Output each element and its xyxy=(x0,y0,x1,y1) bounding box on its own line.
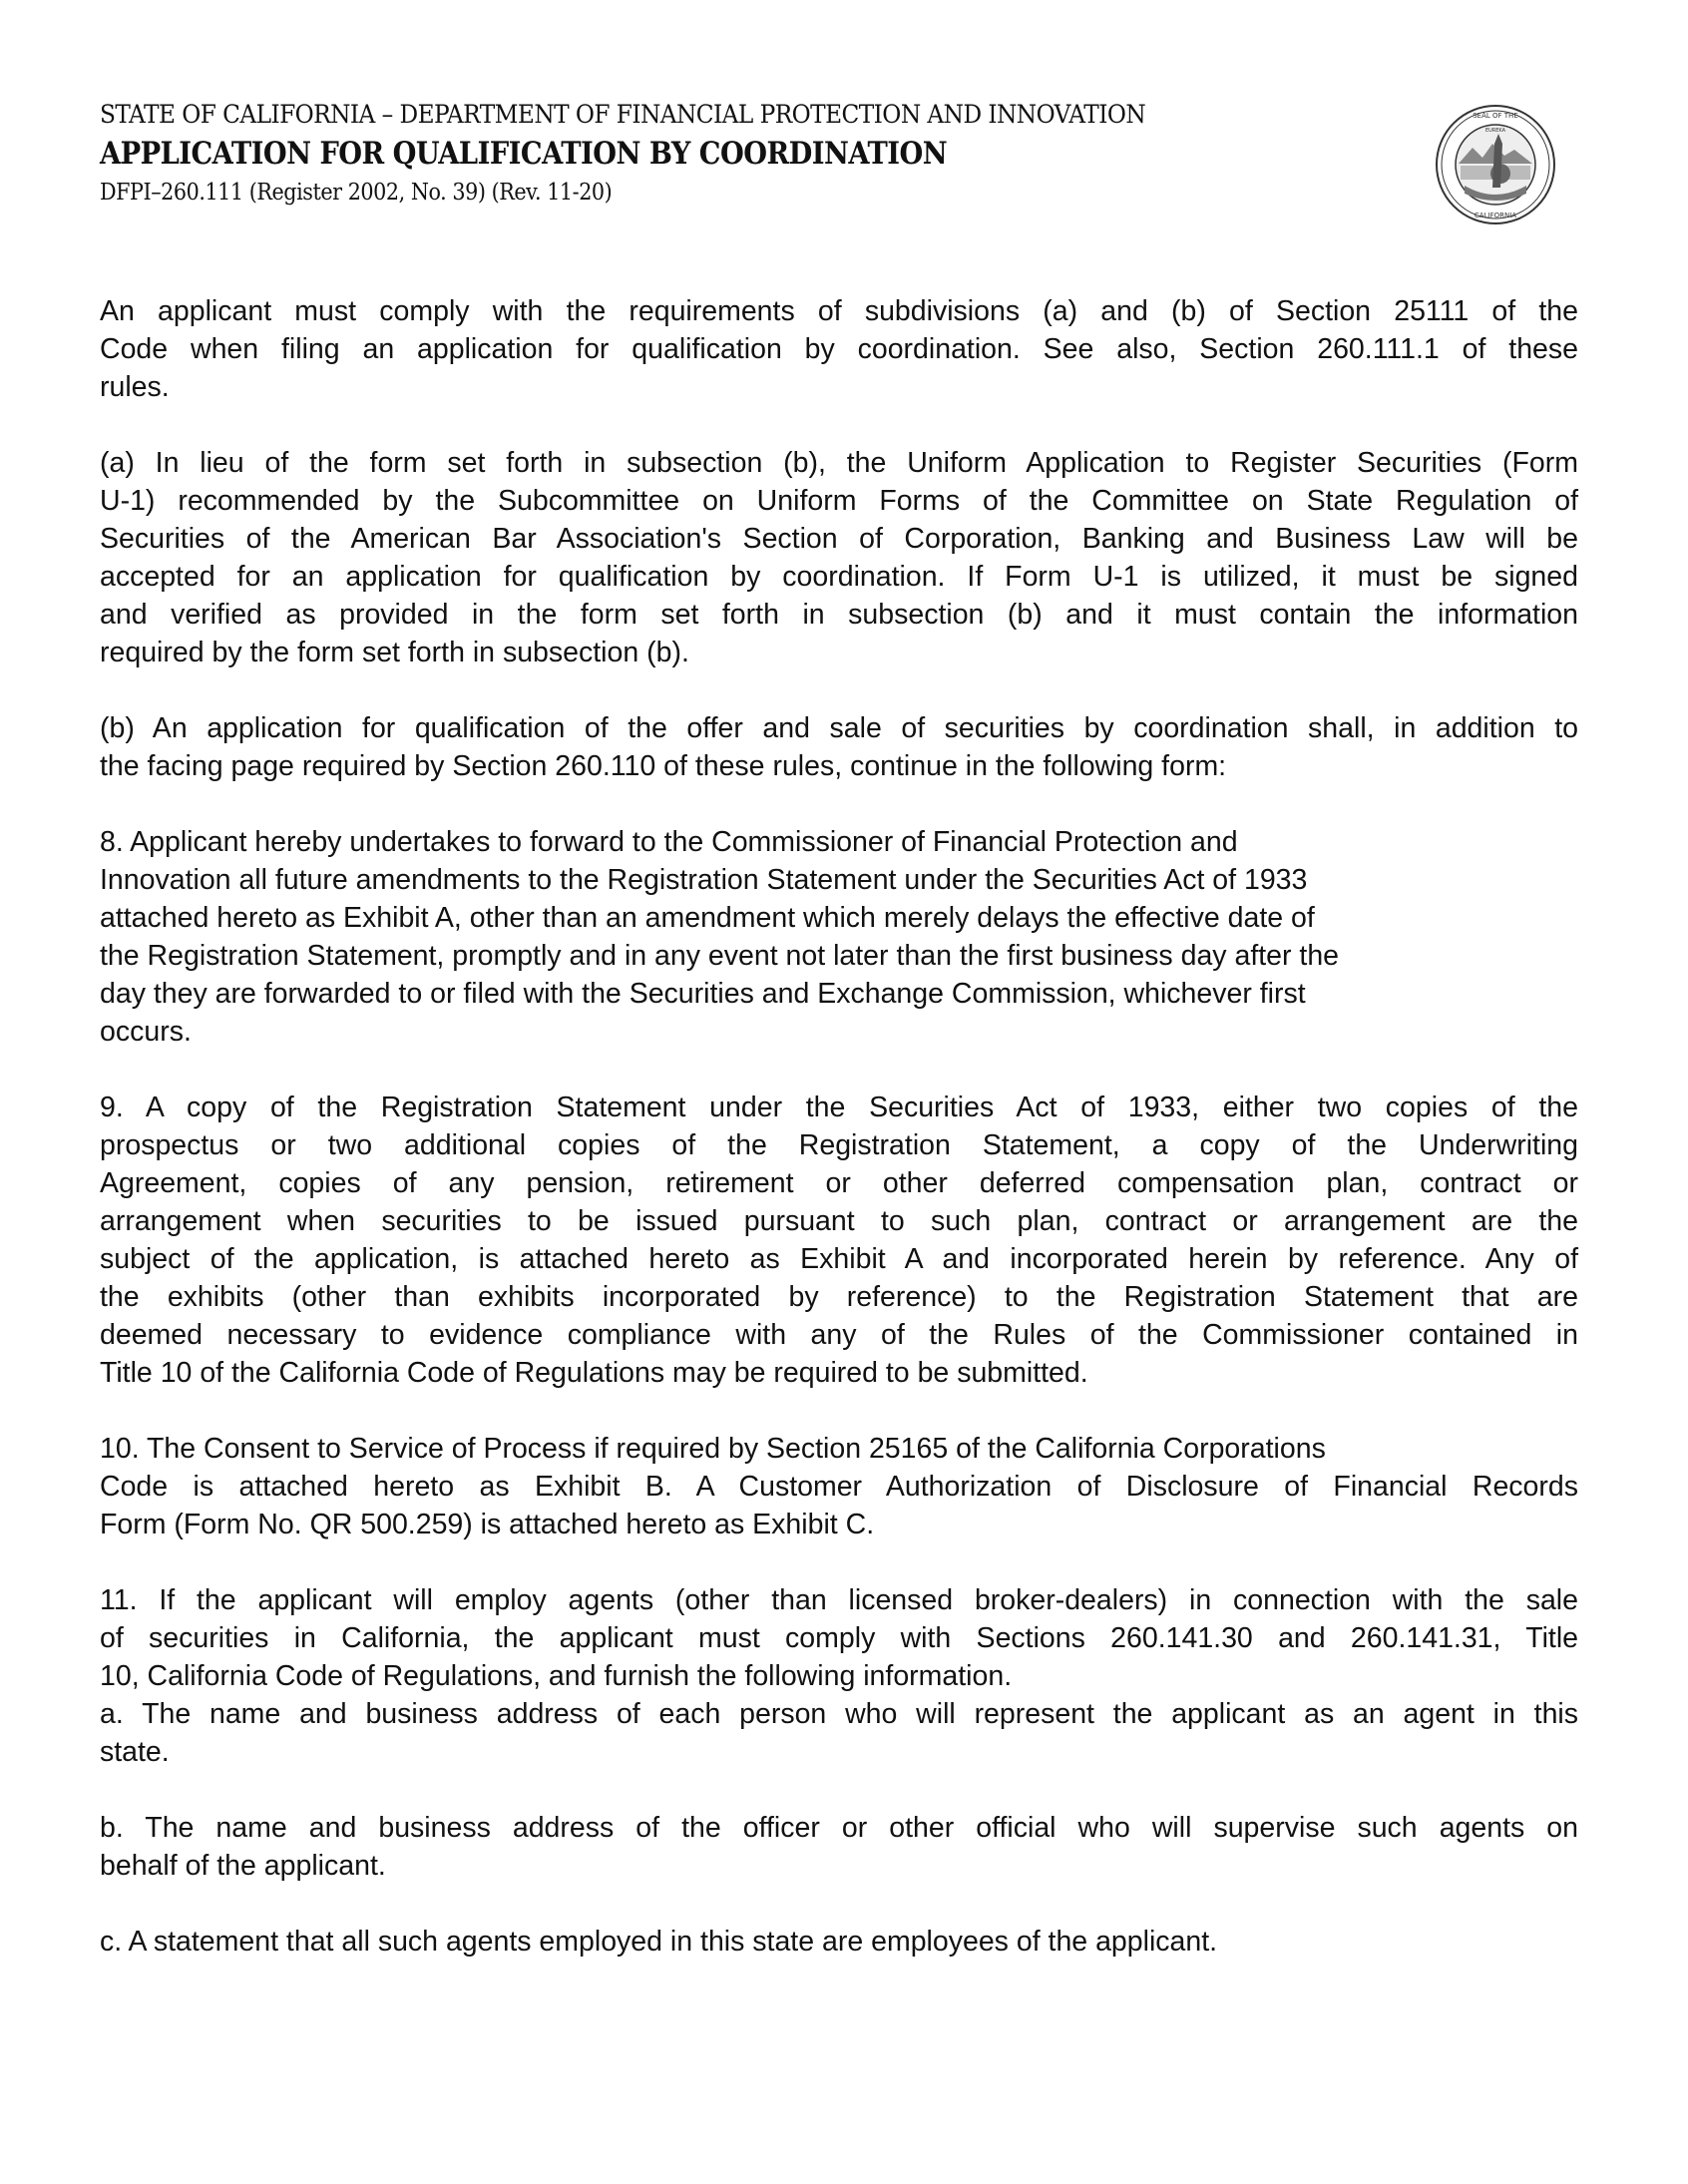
svg-text:CALIFORNIA: CALIFORNIA xyxy=(1474,212,1517,219)
text-line: behalf of the applicant. xyxy=(100,1850,386,1882)
text-line: accepted for an application for qualification by coordination. If Form U-1 is utilized, it must be signed xyxy=(100,561,1578,593)
text-line: required by the form set forth in subsection (b). xyxy=(100,637,689,668)
text-line: Agreement, copies of any pension, retirement or other deferred compensation plan, contract or xyxy=(100,1167,1578,1199)
text-line: subject of the application, is attached hereto as Exhibit A and incorporated herein by reference. Any of xyxy=(100,1243,1578,1275)
document-body xyxy=(100,292,1578,1961)
text-line: 10, California Code of Regulations, and furnish the following information. xyxy=(100,1660,1013,1692)
blank-line xyxy=(100,1392,1578,1430)
text-line: (b) An application for qualification of the offer and sale of securities by coordination shall, in addition to xyxy=(100,712,1578,744)
text-line: Securities of the American Bar Association's Section of Corporation, Banking and Business Law will be xyxy=(100,523,1578,555)
text-line: Code when filing an application for qualification by coordination. See also, Section 260.111.1 of these xyxy=(100,333,1578,365)
text-line: of securities in California, the applicant must comply with Sections 260.141.30 and 260.141.31, Title xyxy=(100,1622,1578,1654)
text-line: Innovation all future amendments to the Registration Statement under the Securities Act of 1933 xyxy=(100,864,1308,896)
text-line: and verified as provided in the form set forth in subsection (b) and it must contain the information xyxy=(100,599,1578,631)
text-line: U-1) recommended by the Subcommittee on Uniform Forms of the Committee on State Regulation of xyxy=(100,485,1578,517)
text-line: c. A statement that all such agents employed in this state are employees of the applicant. xyxy=(100,1926,1218,1958)
text-line: (a) In lieu of the form set forth in subsection (b), the Uniform Application to Register Securities (Form xyxy=(100,447,1578,479)
text-line: prospectus or two additional copies of the Registration Statement, a copy of the Underwriting xyxy=(100,1129,1578,1161)
department-heading: STATE OF CALIFORNIA – DEPARTMENT OF FINANCIAL PROTECTION AND INNOVATION xyxy=(100,100,1146,129)
text-line: the exhibits (other than exhibits incorporated by reference) to the Registration Statement that are xyxy=(100,1281,1578,1313)
blank-line xyxy=(100,1885,1578,1923)
text-line: the Registration Statement, promptly and in any event not later than the first business day after the xyxy=(100,940,1340,972)
text-line: arrangement when securities to be issued pursuant to such plan, contract or arrangement are the xyxy=(100,1205,1578,1237)
text-line: state. xyxy=(100,1736,170,1768)
text-line: 11. If the applicant will employ agents (other than licensed broker-dealers) in connection with the sale xyxy=(100,1584,1578,1616)
text-line: b. The name and business address of the officer or other official who will supervise such agents on xyxy=(100,1812,1578,1844)
text-line: the facing page required by Section 260.110 of these rules, continue in the following form: xyxy=(100,750,1227,782)
blank-line xyxy=(100,1051,1578,1089)
svg-text:EUREKA: EUREKA xyxy=(1484,128,1506,134)
blank-line xyxy=(100,671,1578,709)
text-line: rules. xyxy=(100,371,170,403)
text-line: 10. The Consent to Service of Process if required by Section 25165 of the California Corporations xyxy=(100,1433,1326,1465)
text-line: Title 10 of the California Code of Regulations may be required to be submitted. xyxy=(100,1357,1088,1389)
text-line: deemed necessary to evidence compliance with any of the Rules of the Commissioner contained in xyxy=(100,1319,1578,1351)
text-line: Code is attached hereto as Exhibit B. A Customer Authorization of Disclosure of Financial Records xyxy=(100,1471,1578,1503)
text-line: attached hereto as Exhibit A, other than an amendment which merely delays the effective date of xyxy=(100,902,1315,934)
text-line: 9. A copy of the Registration Statement under the Securities Act of 1933, either two copies of the xyxy=(100,1092,1578,1123)
text-line: 8. Applicant hereby undertakes to forward to the Commissioner of Financial Protection and xyxy=(100,826,1238,858)
text-line: An applicant must comply with the requirements of subdivisions (a) and (b) of Section 25111 of the xyxy=(100,295,1578,327)
text-line: day they are forwarded to or filed with the Securities and Exchange Commission, whichever first xyxy=(100,978,1306,1010)
blank-line xyxy=(100,406,1578,444)
text-line: Form (Form No. QR 500.259) is attached hereto as Exhibit C. xyxy=(100,1509,875,1540)
svg-text:SEAL OF THE: SEAL OF THE xyxy=(1473,112,1518,120)
text-line: occurs. xyxy=(100,1016,192,1048)
form-identifier: DFPI–260.111 (Register 2002, No. 39) (Rev. 11-20) xyxy=(100,180,613,206)
blank-line xyxy=(100,1543,1578,1581)
blank-line xyxy=(100,1771,1578,1809)
text-line: a. The name and business address of each person who will represent the applicant as an agent in this xyxy=(100,1698,1578,1730)
document-title: APPLICATION FOR QUALIFICATION BY COORDINATION xyxy=(100,136,948,172)
california-seal-icon xyxy=(1435,104,1556,225)
blank-line xyxy=(100,785,1578,823)
